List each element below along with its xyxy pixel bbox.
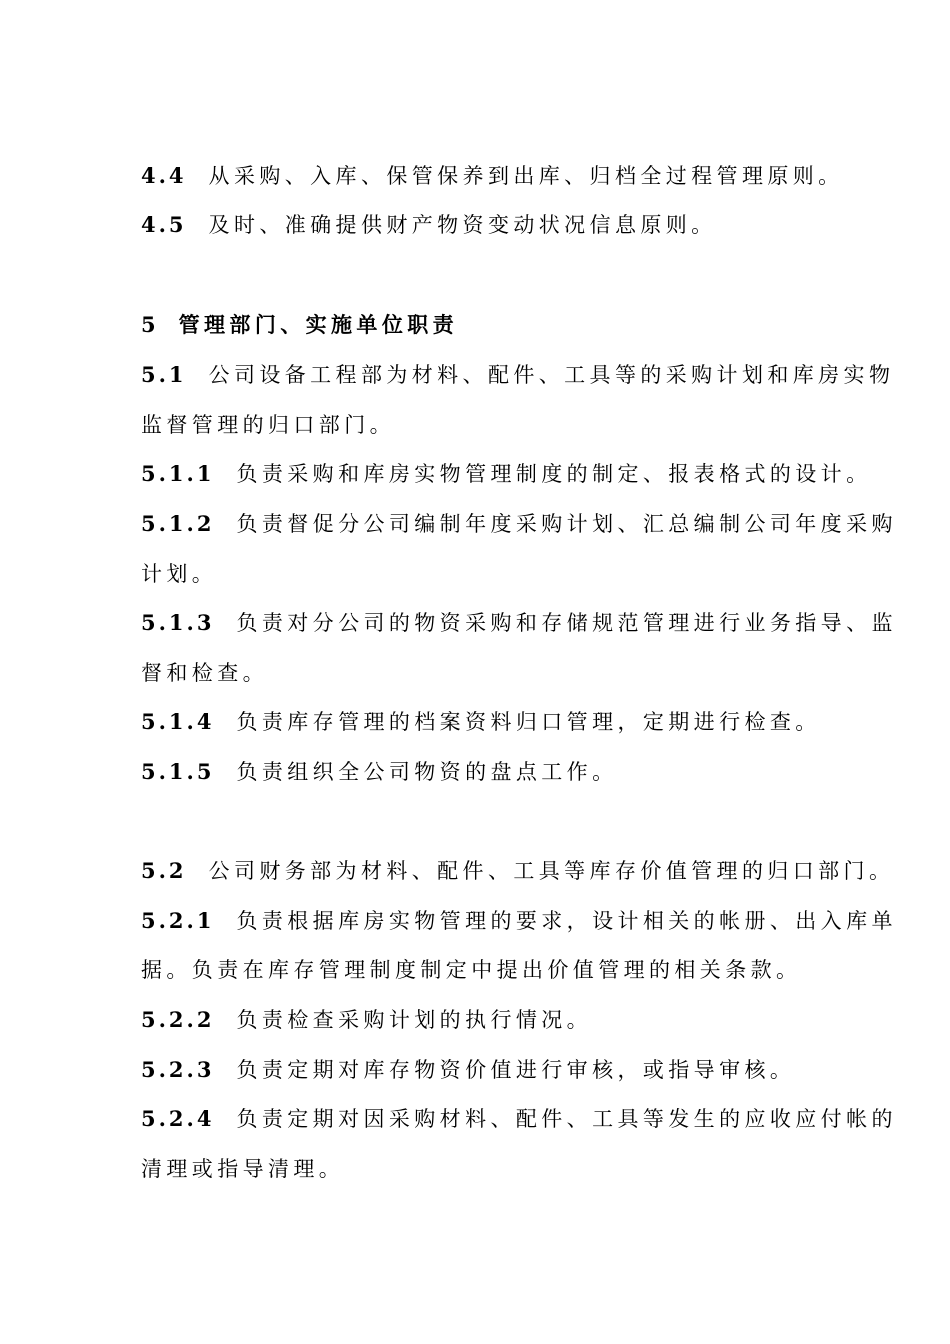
clause-5-2-4 — [141, 1103, 897, 1135]
section-number: 5 — [141, 312, 159, 337]
clause-text: 公司财务部为材料、配件、工具等库存价值管理的归口部门。 — [208, 859, 895, 883]
clause-text: 负责采购和库房实物管理制度的制定、报表格式的设计。 — [236, 462, 872, 486]
clause-number: 5.2.3 — [141, 1057, 215, 1082]
clause-number: 5.1.3 — [141, 610, 215, 635]
clause-text: 负责组织全公司物资的盘点工作。 — [236, 760, 618, 784]
section-heading-5 — [141, 309, 841, 341]
clause-5-1-5 — [141, 756, 841, 788]
clause-text: 监督管理的归口部门。 — [141, 413, 395, 437]
clause-number: 5.2.1 — [141, 908, 215, 933]
clause-5-2-1 — [141, 905, 897, 937]
clause-text: 督和检查。 — [141, 661, 268, 685]
clause-4-5 — [141, 209, 841, 241]
clause-5-2-1-continuation — [141, 954, 841, 986]
clause-5-1 — [141, 359, 895, 391]
clause-5-1-1 — [141, 458, 872, 490]
clause-5-1-4 — [141, 706, 841, 738]
clause-text: 负责对分公司的物资采购和存储规范管理进行业务指导、监 — [236, 611, 897, 635]
clause-text: 负责根据库房实物管理的要求，设计相关的帐册、出入库单 — [236, 909, 897, 933]
clause-number: 5.1.5 — [141, 759, 215, 784]
clause-number: 4.5 — [141, 212, 187, 237]
clause-number: 4.4 — [141, 163, 187, 188]
clause-text: 负责检查采购计划的执行情况。 — [236, 1008, 593, 1032]
clause-number: 5.1.2 — [141, 511, 215, 536]
clause-text: 负责库存管理的档案资料归口管理，定期进行检查。 — [236, 710, 821, 734]
clause-text: 及时、准确提供财产物资变动状况信息原则。 — [208, 213, 717, 237]
clause-5-2-2 — [141, 1004, 841, 1036]
clause-text: 公司设备工程部为材料、配件、工具等的采购计划和库房实物 — [208, 363, 895, 387]
clause-text: 负责定期对库存物资价值进行审核，或指导审核。 — [236, 1058, 796, 1082]
clause-number: 5.2.4 — [141, 1106, 215, 1131]
clause-5-2-3 — [141, 1054, 841, 1086]
clause-number: 5.1.4 — [141, 709, 215, 734]
clause-text: 从采购、入库、保管保养到出库、归档全过程管理原则。 — [208, 164, 844, 188]
clause-text: 清理或指导清理。 — [141, 1157, 345, 1181]
clause-5-1-3-continuation — [141, 657, 841, 689]
clause-number: 5.2 — [141, 858, 187, 883]
clause-5-2-4-continuation — [141, 1153, 841, 1185]
clause-5-1-continuation — [141, 409, 841, 441]
clause-5-1-2 — [141, 508, 897, 540]
clause-5-2 — [141, 855, 895, 887]
clause-5-1-2-continuation — [141, 558, 841, 590]
clause-number: 5.1 — [141, 362, 187, 387]
clause-text: 据。负责在库存管理制度制定中提出价值管理的相关条款。 — [141, 958, 802, 982]
clause-text: 负责督促分公司编制年度采购计划、汇总编制公司年度采购 — [236, 512, 897, 536]
clause-number: 5.2.2 — [141, 1007, 215, 1032]
clause-text: 计划。 — [141, 562, 218, 586]
clause-text: 负责定期对因采购材料、配件、工具等发生的应收应付帐的 — [236, 1107, 897, 1131]
clause-4-4 — [141, 160, 844, 192]
section-title: 管理部门、实施单位职责 — [178, 312, 459, 337]
clause-5-1-3 — [141, 607, 897, 639]
clause-number: 5.1.1 — [141, 461, 215, 486]
